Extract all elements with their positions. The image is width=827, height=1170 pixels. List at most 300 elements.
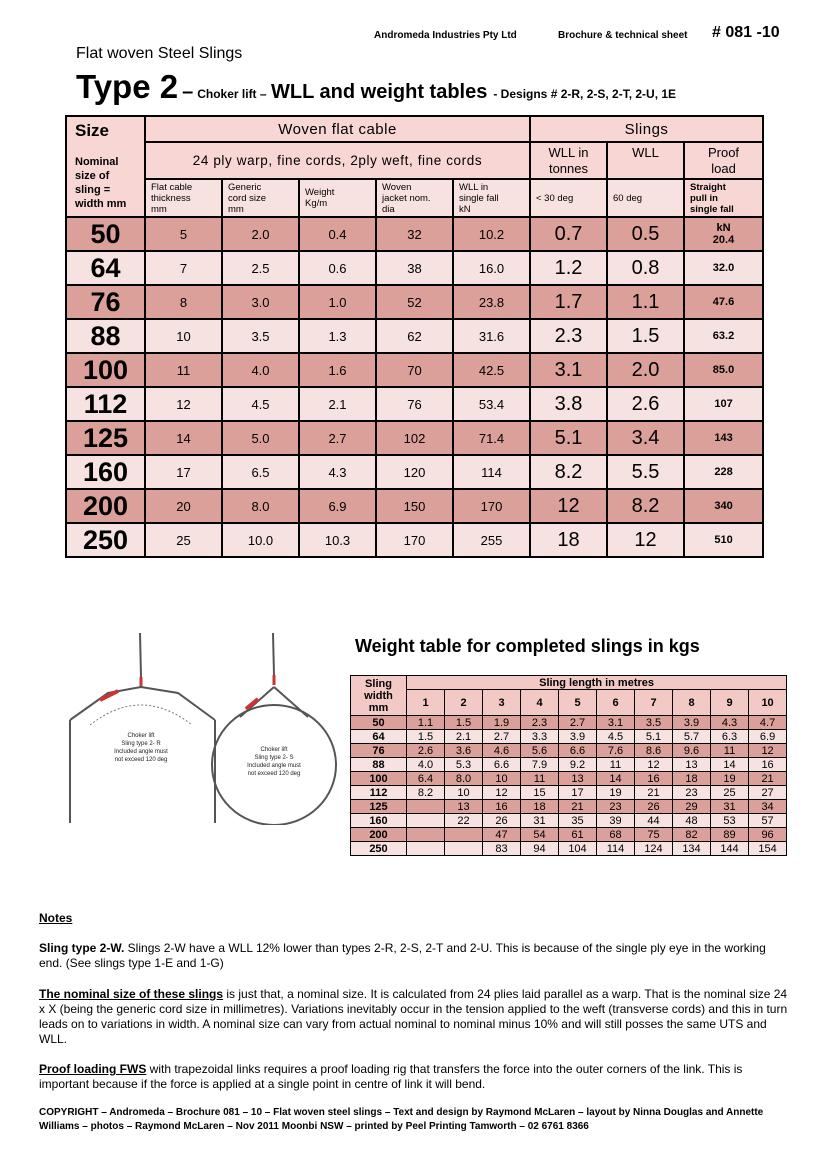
cell-thick bbox=[145, 217, 222, 251]
cell-value: 112 bbox=[83, 388, 128, 419]
cell-weight bbox=[299, 353, 376, 387]
cell-value: 17 bbox=[176, 464, 191, 480]
sling-width: 100 bbox=[351, 772, 407, 786]
weight-cell: 3.3 bbox=[521, 730, 559, 744]
cell-w60 bbox=[607, 353, 684, 387]
weight-cell: 2.6 bbox=[407, 744, 445, 758]
title-dash: – bbox=[182, 81, 194, 103]
sling-width: 50 bbox=[351, 716, 407, 730]
table-row bbox=[351, 842, 787, 856]
table-row bbox=[351, 814, 787, 828]
column-header-line: pull in bbox=[690, 192, 718, 204]
weight-cell: 18 bbox=[521, 800, 559, 814]
cell-value: 47.6 bbox=[712, 296, 735, 308]
cell-proof bbox=[684, 251, 763, 285]
column-header-line: mm bbox=[228, 203, 244, 215]
cell-jacket bbox=[376, 319, 453, 353]
cell-value: 63.2 bbox=[712, 330, 735, 342]
column-header-line: Flat cable bbox=[151, 181, 193, 193]
weight-cell: 21 bbox=[635, 786, 673, 800]
woven-subheader: 24 ply warp, fine cords, 2ply weft, fine cords bbox=[145, 142, 530, 179]
weight-cell: 34 bbox=[749, 800, 787, 814]
weight-cell: 61 bbox=[559, 828, 597, 842]
table-row bbox=[66, 489, 763, 523]
cell-weight bbox=[299, 251, 376, 285]
weight-cell: 8.2 bbox=[407, 786, 445, 800]
column-header bbox=[145, 179, 222, 217]
cell-value: 12 bbox=[176, 396, 191, 412]
cell-jacket bbox=[376, 523, 453, 557]
cell-value: 228 bbox=[714, 466, 733, 478]
weight-cell: 9.6 bbox=[673, 744, 711, 758]
weight-table-size-head bbox=[351, 676, 407, 716]
weight-cell: 12 bbox=[483, 786, 521, 800]
table-row bbox=[66, 251, 763, 285]
cell-value: 3.0 bbox=[251, 294, 270, 310]
column-header-line: mm bbox=[151, 203, 167, 215]
table-row bbox=[66, 421, 763, 455]
weight-cell: 48 bbox=[673, 814, 711, 828]
wll-tonnes-line: WLL in bbox=[548, 144, 589, 160]
cell-value: 0.4 bbox=[328, 226, 347, 242]
weight-cell: 3.1 bbox=[597, 716, 635, 730]
weight-cell bbox=[407, 814, 445, 828]
cell-value: 2.7 bbox=[328, 430, 347, 446]
cell-cord bbox=[222, 285, 299, 319]
weight-cell: 13 bbox=[445, 800, 483, 814]
note-sling-2w bbox=[39, 941, 789, 971]
weight-cell: 27 bbox=[749, 786, 787, 800]
cell-value: 52 bbox=[407, 294, 422, 310]
weight-cell: 44 bbox=[635, 814, 673, 828]
cell-size bbox=[66, 421, 145, 455]
weight-cell: 47 bbox=[483, 828, 521, 842]
sling-width: 160 bbox=[351, 814, 407, 828]
weight-cell: 5.1 bbox=[635, 730, 673, 744]
cell-value: 20 bbox=[176, 498, 191, 514]
weight-table-length-head: Sling length in metres bbox=[407, 676, 787, 690]
sling-width: 200 bbox=[351, 828, 407, 842]
weight-cell: 11 bbox=[597, 758, 635, 772]
cell-value: 0.5 bbox=[631, 222, 660, 245]
cell-value: 340 bbox=[714, 500, 733, 512]
cell-value: 170 bbox=[480, 498, 503, 514]
cell-value: 5.0 bbox=[251, 430, 270, 446]
weight-cell: 26 bbox=[483, 814, 521, 828]
column-header-line: dia bbox=[382, 203, 395, 215]
cell-value: 76 bbox=[407, 396, 422, 412]
cell-value: 2.0 bbox=[631, 358, 660, 381]
cell-w30 bbox=[530, 217, 607, 251]
table-row bbox=[351, 758, 787, 772]
length-header: 2 bbox=[445, 690, 483, 716]
cell-value: 2.6 bbox=[631, 392, 660, 415]
cell-value: 114 bbox=[481, 464, 502, 480]
weight-cell: 94 bbox=[521, 842, 559, 856]
cell-value: 42.5 bbox=[478, 362, 505, 378]
cell-weight bbox=[299, 285, 376, 319]
column-header-line: cord size bbox=[228, 192, 267, 204]
sling-illustrations bbox=[60, 625, 345, 825]
weight-cell bbox=[407, 842, 445, 856]
column-header-line: jacket nom. bbox=[382, 192, 431, 204]
weight-cell: 3.9 bbox=[559, 730, 597, 744]
table-row bbox=[351, 800, 787, 814]
cell-value: 3.1 bbox=[554, 358, 583, 381]
column-header-line: WLL in bbox=[459, 181, 489, 193]
weight-table bbox=[350, 675, 787, 856]
weight-cell: 39 bbox=[597, 814, 635, 828]
cell-size bbox=[66, 523, 145, 557]
cell-value: 8.2 bbox=[554, 460, 583, 483]
wll-tonnes-line: tonnes bbox=[548, 160, 589, 176]
cell-size bbox=[66, 251, 145, 285]
cell-value: 25 bbox=[176, 532, 191, 548]
cell-wll_kn bbox=[453, 455, 530, 489]
cell-value: 2.1 bbox=[328, 396, 347, 412]
size-header bbox=[66, 116, 145, 217]
cell-weight bbox=[299, 455, 376, 489]
weight-cell: 4.0 bbox=[407, 758, 445, 772]
proof-line: load bbox=[711, 160, 736, 176]
sling-width: 64 bbox=[351, 730, 407, 744]
weight-cell: 6.6 bbox=[559, 744, 597, 758]
cell-value: 0.6 bbox=[328, 260, 347, 276]
cell-thick bbox=[145, 387, 222, 421]
weight-cell: 13 bbox=[559, 772, 597, 786]
weight-cell: 75 bbox=[635, 828, 673, 842]
table-row bbox=[66, 285, 763, 319]
table-row bbox=[351, 772, 787, 786]
company-name: Andromeda Industries Pty Ltd bbox=[374, 30, 517, 41]
cell-value: 76 bbox=[90, 286, 121, 317]
table-row bbox=[66, 387, 763, 421]
weight-cell: 16 bbox=[635, 772, 673, 786]
cell-value: 125 bbox=[82, 422, 129, 453]
cell-w60 bbox=[607, 421, 684, 455]
cell-value: 12 bbox=[634, 528, 657, 551]
column-header-line: 60 deg bbox=[613, 192, 643, 204]
cell-value: 5.5 bbox=[631, 460, 660, 483]
illustration-label-right: Included angle must bbox=[247, 763, 301, 769]
cell-value: 32 bbox=[407, 226, 422, 242]
cell-size bbox=[66, 319, 145, 353]
table-row bbox=[66, 353, 763, 387]
title-main: WLL and weight tables bbox=[271, 81, 488, 103]
cell-value: 100 bbox=[82, 354, 129, 385]
weight-cell: 134 bbox=[673, 842, 711, 856]
weight-cell: 12 bbox=[635, 758, 673, 772]
head-line: width bbox=[364, 689, 393, 702]
cell-thick bbox=[145, 251, 222, 285]
cell-w60 bbox=[607, 217, 684, 251]
cell-value: 20.4 bbox=[712, 234, 735, 246]
cell-value: 71.4 bbox=[478, 430, 505, 446]
weight-cell: 1.5 bbox=[407, 730, 445, 744]
cell-value: 70 bbox=[407, 362, 422, 378]
weight-cell: 6.3 bbox=[711, 730, 749, 744]
weight-cell: 21 bbox=[559, 800, 597, 814]
length-header: 10 bbox=[749, 690, 787, 716]
cell-value: 10.3 bbox=[324, 532, 351, 548]
wll-table bbox=[65, 115, 764, 558]
weight-cell: 11 bbox=[521, 772, 559, 786]
note-text: Slings 2-W have a WLL 12% lower than types 2-R, 2-S, 2-T and 2-U. This is because of the single ply eye in the working end. (See slings type 1-E and 1-G) bbox=[39, 941, 766, 970]
table-row bbox=[351, 744, 787, 758]
cell-proof bbox=[684, 353, 763, 387]
weight-cell: 5.6 bbox=[521, 744, 559, 758]
cell-weight bbox=[299, 319, 376, 353]
column-header-line: < 30 deg bbox=[536, 192, 574, 204]
table-row bbox=[351, 730, 787, 744]
head-line: mm bbox=[368, 701, 389, 714]
notes-heading bbox=[39, 911, 789, 926]
weight-cell: 16 bbox=[749, 758, 787, 772]
copyright: COPYRIGHT – Andromeda – Brochure 081 – 10 – Flat woven steel slings – Text and design by Raymond McLaren – layout by Ninna Douglas and Annette Williams – photos – Raymond McLaren – Nov 2011 Moonbi NSW – printed by Peel Printing Tamworth – 02 6761 8366 bbox=[39, 1107, 764, 1132]
cell-value: 53.4 bbox=[478, 396, 505, 412]
cell-value: 1.6 bbox=[328, 362, 347, 378]
weight-cell: 2.7 bbox=[559, 716, 597, 730]
weight-cell: 23 bbox=[673, 786, 711, 800]
column-header-line: kN bbox=[459, 203, 471, 215]
weight-cell: 21 bbox=[749, 772, 787, 786]
cell-value: 1.2 bbox=[554, 256, 583, 279]
sling-width: 88 bbox=[351, 758, 407, 772]
cell-value: 1.0 bbox=[328, 294, 347, 310]
wll-header: WLL bbox=[607, 142, 684, 179]
cell-thick bbox=[145, 421, 222, 455]
weight-cell: 23 bbox=[597, 800, 635, 814]
weight-cell: 1.5 bbox=[445, 716, 483, 730]
column-header bbox=[530, 179, 607, 217]
cell-thick bbox=[145, 319, 222, 353]
cell-value: 4.0 bbox=[251, 362, 270, 378]
cell-value: 88 bbox=[90, 320, 121, 351]
column-header-line: single fall bbox=[690, 203, 734, 215]
cell-value: 102 bbox=[403, 430, 426, 446]
cell-weight bbox=[299, 489, 376, 523]
weight-cell: 12 bbox=[749, 744, 787, 758]
weight-cell: 7.9 bbox=[521, 758, 559, 772]
cell-wll_kn bbox=[453, 251, 530, 285]
weight-cell: 29 bbox=[673, 800, 711, 814]
weight-cell: 4.7 bbox=[749, 716, 787, 730]
weight-cell: 154 bbox=[749, 842, 787, 856]
proof-header bbox=[684, 142, 763, 179]
brochure-label: Brochure & technical sheet bbox=[558, 30, 688, 41]
cell-value: 85.0 bbox=[712, 364, 735, 376]
weight-cell: 17 bbox=[559, 786, 597, 800]
column-header-line: thickness bbox=[151, 192, 191, 204]
woven-header: Woven flat cable bbox=[145, 116, 530, 142]
cell-w30 bbox=[530, 387, 607, 421]
weight-cell: 11 bbox=[711, 744, 749, 758]
cell-value: 1.7 bbox=[554, 290, 583, 313]
table-row bbox=[351, 716, 787, 730]
cell-value: 38 bbox=[407, 260, 422, 276]
cell-jacket bbox=[376, 251, 453, 285]
table-row bbox=[351, 828, 787, 842]
weight-cell: 53 bbox=[711, 814, 749, 828]
cell-value: 4.3 bbox=[328, 464, 347, 480]
weight-cell: 5.7 bbox=[673, 730, 711, 744]
weight-cell bbox=[445, 842, 483, 856]
title-choker: Choker lift – bbox=[197, 87, 267, 101]
column-header bbox=[453, 179, 530, 217]
note-text: is just that, a nominal size. It is calculated from 24 plies laid parallel as a warp. That is the nominal size 24 x X (being the generic cord size in millimetres). Variations inevitably occur in the tension applied to the weft (transverse cords) and this in turn leads on to variations in width. A nominal size can vary from actual nominal to nominal minus 10% and will still posses the same UTS and WLL. bbox=[39, 987, 788, 1046]
weight-cell: 14 bbox=[597, 772, 635, 786]
cell-value: 3.5 bbox=[251, 328, 270, 344]
cell-value: 1.3 bbox=[328, 328, 347, 344]
cell-value: 3.4 bbox=[631, 426, 660, 449]
illustration-label-right: not exceed 120 deg bbox=[247, 771, 301, 777]
cell-value: 5.1 bbox=[554, 426, 583, 449]
weight-cell: 3.9 bbox=[673, 716, 711, 730]
illustration-label-left: Included angle must bbox=[114, 749, 168, 755]
cell-value: 11 bbox=[176, 362, 191, 378]
cell-value: 8.0 bbox=[251, 498, 270, 514]
size-note-line: Nominal bbox=[75, 156, 119, 168]
cell-value: 8 bbox=[179, 294, 188, 310]
note-lead: Proof loading FWS bbox=[39, 1062, 147, 1076]
length-header: 9 bbox=[711, 690, 749, 716]
weight-cell: 82 bbox=[673, 828, 711, 842]
cell-cord bbox=[222, 455, 299, 489]
cell-w60 bbox=[607, 319, 684, 353]
cell-value: 2.0 bbox=[251, 226, 270, 242]
cell-size bbox=[66, 217, 145, 251]
weight-cell: 8.0 bbox=[445, 772, 483, 786]
cell-proof bbox=[684, 455, 763, 489]
cell-w60 bbox=[607, 251, 684, 285]
cell-cord bbox=[222, 353, 299, 387]
cell-value: 10.0 bbox=[247, 532, 274, 548]
cell-thick bbox=[145, 489, 222, 523]
cell-w30 bbox=[530, 285, 607, 319]
size-note-line: sling = bbox=[75, 184, 111, 196]
cell-jacket bbox=[376, 455, 453, 489]
weight-cell: 54 bbox=[521, 828, 559, 842]
cell-value: 7 bbox=[179, 260, 188, 276]
sling-width: 76 bbox=[351, 744, 407, 758]
weight-cell: 2.3 bbox=[521, 716, 559, 730]
weight-cell bbox=[407, 800, 445, 814]
sling-2s-illustration bbox=[212, 633, 336, 825]
length-header: 1 bbox=[407, 690, 445, 716]
cell-value: 10 bbox=[176, 328, 191, 344]
cell-w30 bbox=[530, 523, 607, 557]
cell-value: 2.3 bbox=[554, 324, 583, 347]
head-line: Sling bbox=[365, 677, 392, 690]
column-header bbox=[376, 179, 453, 217]
weight-cell: 2.1 bbox=[445, 730, 483, 744]
cell-wll_kn bbox=[453, 285, 530, 319]
note-proof-loading bbox=[39, 1062, 789, 1092]
length-header: 3 bbox=[483, 690, 521, 716]
cell-weight bbox=[299, 387, 376, 421]
cell-weight bbox=[299, 523, 376, 557]
note-lead: The nominal size of these slings bbox=[39, 987, 224, 1001]
cell-jacket bbox=[376, 387, 453, 421]
length-header: 4 bbox=[521, 690, 559, 716]
cell-proof bbox=[684, 489, 763, 523]
weight-cell: 35 bbox=[559, 814, 597, 828]
cell-wll_kn bbox=[453, 523, 530, 557]
sling-width: 250 bbox=[351, 842, 407, 856]
weight-cell: 13 bbox=[673, 758, 711, 772]
weight-cell: 83 bbox=[483, 842, 521, 856]
weight-cell: 6.4 bbox=[407, 772, 445, 786]
cell-value: 32.0 bbox=[712, 262, 735, 274]
size-note-line: size of bbox=[75, 170, 110, 182]
cell-w60 bbox=[607, 523, 684, 557]
cell-wll_kn bbox=[453, 319, 530, 353]
weight-cell: 1.9 bbox=[483, 716, 521, 730]
weight-cell: 6.6 bbox=[483, 758, 521, 772]
cell-w30 bbox=[530, 455, 607, 489]
cell-w30 bbox=[530, 489, 607, 523]
cell-value: 160 bbox=[82, 456, 129, 487]
proof-line: Proof bbox=[707, 144, 740, 160]
column-header-line: Straight bbox=[690, 181, 726, 193]
weight-cell: 114 bbox=[597, 842, 635, 856]
cell-value: 150 bbox=[403, 498, 426, 514]
cell-w60 bbox=[607, 285, 684, 319]
cell-wll_kn bbox=[453, 353, 530, 387]
weight-cell: 4.6 bbox=[483, 744, 521, 758]
cell-value: 12 bbox=[557, 494, 580, 517]
cell-cord bbox=[222, 489, 299, 523]
weight-cell: 8.6 bbox=[635, 744, 673, 758]
cell-value: 4.5 bbox=[251, 396, 270, 412]
sling-width: 112 bbox=[351, 786, 407, 800]
cell-proof bbox=[684, 421, 763, 455]
cell-weight bbox=[299, 217, 376, 251]
cell-wll_kn bbox=[453, 489, 530, 523]
illustration-label-left: Choker lift bbox=[127, 733, 155, 739]
weight-cell: 2.7 bbox=[483, 730, 521, 744]
weight-cell: 96 bbox=[749, 828, 787, 842]
weight-cell: 31 bbox=[521, 814, 559, 828]
cell-value: 64 bbox=[90, 252, 121, 283]
column-header bbox=[222, 179, 299, 217]
cell-w30 bbox=[530, 353, 607, 387]
cell-proof bbox=[684, 319, 763, 353]
size-note-line: width mm bbox=[75, 198, 127, 210]
weight-cell: 3.5 bbox=[635, 716, 673, 730]
notes-heading-text: Notes bbox=[39, 911, 73, 925]
cell-value: 170 bbox=[403, 532, 426, 548]
cell-value: 200 bbox=[82, 490, 129, 521]
length-header: 5 bbox=[559, 690, 597, 716]
cell-size bbox=[66, 387, 145, 421]
sling-2r-illustration bbox=[70, 633, 215, 823]
cell-jacket bbox=[376, 489, 453, 523]
cell-wll_kn bbox=[453, 421, 530, 455]
note-lead: Sling type 2-W. bbox=[39, 941, 125, 955]
note-text: with trapezoidal links requires a proof loading rig that transfers the force into the outer corners of the link. This is important because if the force is applied at a single point in centre of link it will bend. bbox=[39, 1062, 743, 1091]
weight-cell: 89 bbox=[711, 828, 749, 842]
cell-wll_kn bbox=[453, 217, 530, 251]
note-nominal-size bbox=[39, 987, 789, 1047]
cell-cord bbox=[222, 217, 299, 251]
cell-w30 bbox=[530, 251, 607, 285]
cell-proof bbox=[684, 387, 763, 421]
cell-cord bbox=[222, 523, 299, 557]
cell-value: 0.7 bbox=[554, 222, 583, 245]
cell-thick bbox=[145, 455, 222, 489]
cell-value: 120 bbox=[403, 464, 426, 480]
